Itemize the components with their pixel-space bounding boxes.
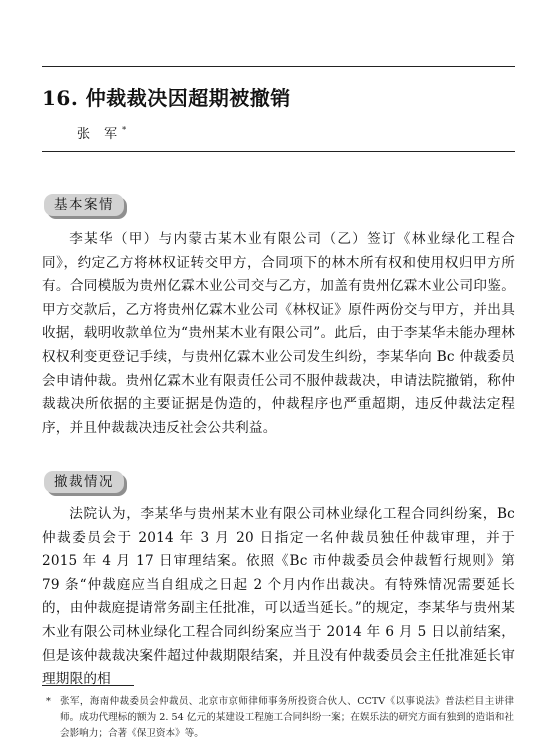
author-line (77, 123, 126, 142)
header-bottom-rule (42, 151, 515, 152)
section-heading-label: 撤裁情况 (54, 474, 114, 490)
footnote-text: 张军，海南仲裁委员会仲裁员、北京市京师律师事务所投资合伙人、CCTV《以事说法》普法栏目主讲律师。成功代理标的额为 2. 54 亿元的某建设工程施工合同纠纷一案；在娱乐法的研究方面有独到的造诣和社会影响力；合著《保卫资本》等。 (60, 696, 514, 739)
section-body-basic-facts: 李某华（甲）与内蒙古某木业有限公司（乙）签订《林业绿化工程合同》，约定乙方将林权证转交甲方，合同项下的林木所有权和使用权归甲方所有。合同模版为贵州亿霖木业公司交与乙方，加盖有贵州亿霖木业公司印鉴。甲方交款后，乙方将贵州亿霖木业公司《林权证》原件两份交与甲方，并出具收据，载明收款单位为“贵州某木业有限公司”。此后，由于李某华未能办理林权权利变更登记手续，与贵州亿霖木业公司发生纠纷，李某华向 Bc 仲裁委员会申请仲裁。贵州亿霖木业有限责任公司不服仲裁裁决，申请法院撤销，称仲裁裁决所依据的主要证据是伪造的，仲裁程序也严重超期，违反仲裁法定程序，并且仲裁裁决违反社会公共利益。 (42, 231, 515, 436)
section-body-set-aside: 法院认为，李某华与贵州某木业有限公司林业绿化工程合同纠纷案，Bc 仲裁委员会于 2014 年 3 月 20 日指定一名仲裁员独任仲裁审理，并于 2015 年 4 月 17 日审理结案。依照《Bc 市仲裁委员会仲裁暂行规则》第 79 条“仲裁庭应当自组成之日起 2 个月内作出裁决。有特殊情况需要延长的，由仲裁庭提请常务副主任批准，可以适当延长。”的规定，李某华与贵州某木业有限公司林业绿化工程合同纠纷案应当于 2014 年 6 月 5 日以前结案，但是该仲裁裁决案件超过仲裁期限结案，并且没有仲裁委员会主任批准延长审理期限的相 (42, 506, 515, 688)
footnote (46, 694, 514, 742)
top-rule (42, 66, 515, 67)
footnote-rule (42, 685, 134, 686)
footnote-mark: * (46, 696, 51, 707)
article-title: 16. 仲裁裁决因超期被撤销 (42, 86, 291, 110)
author-footnote-mark: * (122, 125, 127, 135)
section-heading-basic-facts (44, 194, 124, 216)
section-heading-set-aside (44, 471, 124, 493)
author-name: 张 军 (77, 127, 123, 142)
section-heading-label: 基本案情 (54, 197, 114, 213)
